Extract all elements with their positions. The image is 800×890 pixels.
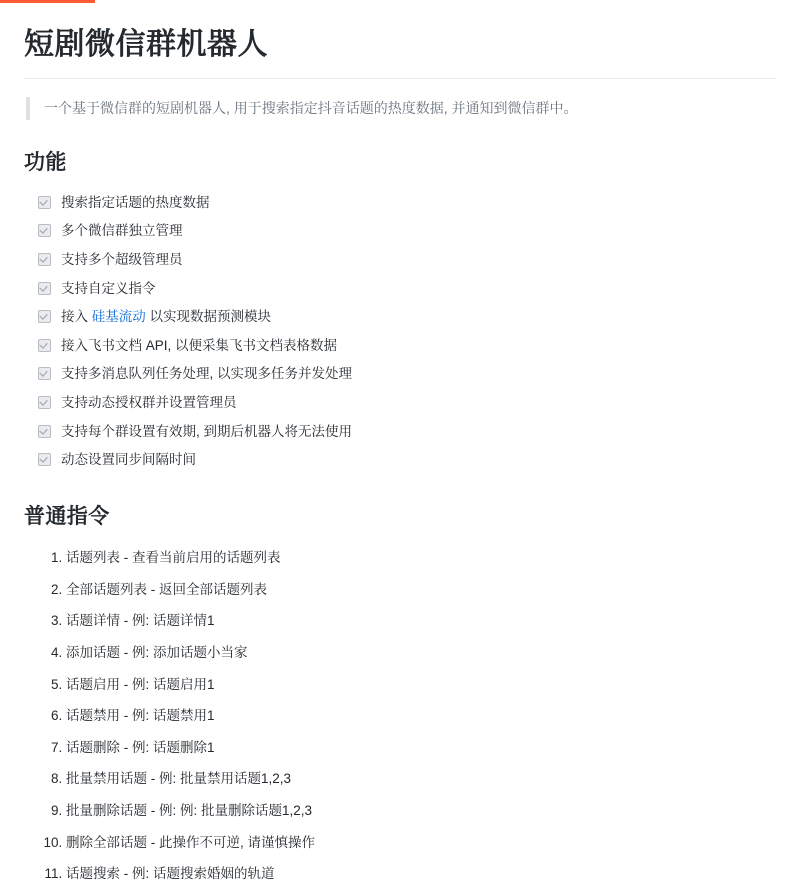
command-ordered-list [24,542,776,890]
checkbox-icon[interactable] [38,310,51,323]
list-item [38,274,776,303]
section-heading-commands: 普通指令 [24,505,110,529]
list-item [38,417,776,446]
list-item [38,331,776,360]
page-load-progress-bar [0,0,95,3]
list-item-label: 支持每个群设置有效期, 到期后机器人将无法使用 [61,423,353,439]
list-item [38,303,776,332]
checkbox-icon[interactable] [38,196,51,209]
checkbox-icon[interactable] [38,396,51,409]
list-item-label: 支持动态授权群并设置管理员 [61,394,237,410]
list-item [38,388,776,417]
list-item [38,217,776,246]
list-item: 7. 话题删除 - 例: 话题删除1 [66,732,776,764]
list-item-label: 接入飞书文档 API, 以便采集飞书文档表格数据 [61,337,338,353]
list-item-label: 支持多个超级管理员 [61,251,183,267]
list-item: 10. 删除全部话题 - 此操作不可逆, 请谨慎操作 [66,827,776,859]
list-item [38,188,776,217]
list-item: 1. 话题列表 - 查看当前启用的话题列表 [66,542,776,574]
document-summary: 一个基于微信群的短剧机器人, 用于搜索指定抖音话题的热度数据, 并通知到微信群中。 [26,97,776,121]
page-title: 短剧微信群机器人 [24,26,776,79]
list-item: 9. 批量删除话题 - 例: 例: 批量删除话题1,2,3 [66,795,776,827]
list-item-label: 支持自定义指令 [61,280,156,296]
list-item: 2. 全部话题列表 - 返回全部话题列表 [66,574,776,606]
list-item-label: 支持多消息队列任务处理, 以实现多任务并发处理 [61,366,353,382]
list-item: 5. 话题启用 - 例: 话题启用1 [66,669,776,701]
checkbox-icon[interactable] [38,453,51,466]
list-item [38,360,776,389]
list-item: 3. 话题详情 - 例: 话题详情1 [66,605,776,637]
page-scrollbar[interactable] [792,0,800,771]
feature-task-list [24,188,776,474]
list-item: 4. 添加话题 - 例: 添加话题小当家 [66,637,776,669]
checkbox-icon[interactable] [38,253,51,266]
section-heading-features: 功能 [24,151,67,175]
checkbox-icon[interactable] [38,339,51,352]
list-item: 11. 话题搜索 - 例: 话题搜索婚姻的轨道 [66,858,776,890]
checkbox-icon[interactable] [38,367,51,380]
checkbox-icon[interactable] [38,224,51,237]
list-item-text-after: 以实现数据预测模块 [145,309,272,325]
link-siliconflow[interactable]: 硅基流动 [91,309,146,325]
list-item [38,245,776,274]
checkbox-icon[interactable] [38,425,51,438]
checkbox-icon[interactable] [38,282,51,295]
list-item-label: 动态设置同步间隔时间 [61,452,196,468]
list-item: 6. 话题禁用 - 例: 话题禁用1 [66,700,776,732]
list-item: 8. 批量禁用话题 - 例: 批量禁用话题1,2,3 [66,763,776,795]
list-item-label: 多个微信群独立管理 [61,223,183,239]
list-item [38,446,776,475]
list-item-text-before: 接入 [61,309,92,325]
list-item-label [61,306,271,328]
list-item-label: 搜索指定话题的热度数据 [61,194,210,210]
